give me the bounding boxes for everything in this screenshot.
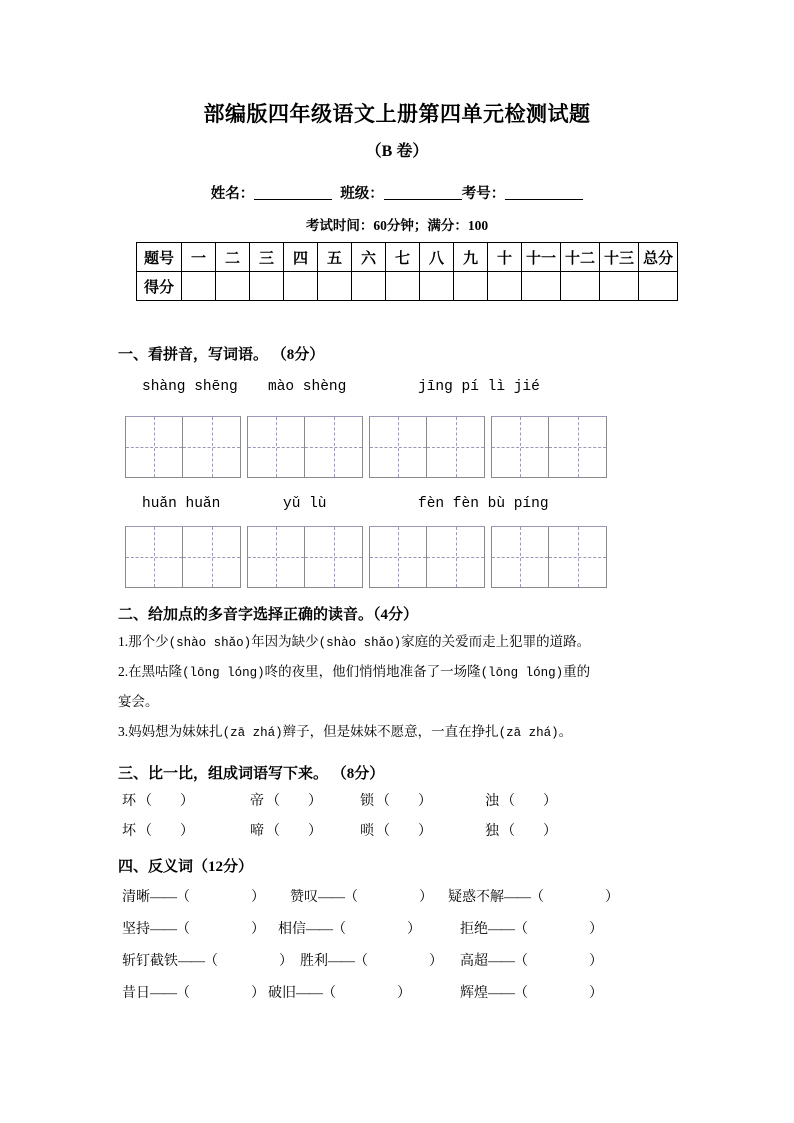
antonym-connector: ——（ [318,890,357,905]
writing-cell[interactable] [183,417,240,477]
antonym-close: ） [429,954,443,969]
compare-item[interactable] [250,790,322,810]
writing-grid-group[interactable] [247,416,363,478]
writing-cell[interactable] [305,417,362,477]
section-2-question-1 [118,632,590,653]
antonym-word: 辉煌 [460,986,488,1001]
score-cell-8[interactable] [420,272,454,301]
antonym-close: ） [397,986,411,1001]
compare-item[interactable] [122,820,194,840]
score-cell-2[interactable] [216,272,250,301]
antonym-item[interactable] [278,918,421,938]
score-col-6: 六 [352,243,386,272]
q2-2-t1: 咚的夜里，他们悄悄地准备了一场隆 [264,664,481,679]
score-cell-1[interactable] [182,272,216,301]
table-row-header [137,243,678,272]
score-cell-7[interactable] [386,272,420,301]
q2-2-cont: 宴会。 [118,694,159,709]
q2-2-t0: 2.在黑咕隆 [118,664,183,679]
antonym-word: 赞叹 [290,890,318,905]
compare-char: 环 [122,794,136,809]
answer-paren[interactable]: （ ） [376,794,432,809]
pinyin-2-1: huǎn huǎn [142,496,221,512]
class-blank[interactable] [384,186,462,200]
antonym-word: 高超 [460,954,488,969]
antonym-close: ） [419,890,433,905]
antonym-item[interactable] [300,950,443,970]
pinyin-1-3: jīng pí lì jié [418,379,540,395]
section-2-heading: 二、给加点的多音字选择正确的读音。（4分） [118,607,419,623]
writing-cell[interactable] [370,417,427,477]
writing-cell[interactable] [492,417,549,477]
section-3-row-1 [0,790,794,814]
score-table-row-label-1: 得分 [137,272,182,301]
pinyin-1-2: mào shèng [268,379,347,395]
antonym-close: ） [589,954,603,969]
writing-cell[interactable] [549,527,606,587]
score-cell-10[interactable] [488,272,522,301]
antonym-word: 清晰 [122,890,150,905]
section-1-pinyin-row-1 [118,379,718,401]
q2-3-t1: 辫子，但是妹妹不愿意，一直在挣扎 [282,724,499,739]
antonym-item[interactable] [290,886,433,906]
score-cell-5[interactable] [318,272,352,301]
antonym-close: ） [605,890,619,905]
q2-1-t0: 1.那个少 [118,634,169,649]
table-row-score [137,272,678,301]
writing-grid-group[interactable] [369,526,485,588]
antonym-item[interactable] [122,982,265,1002]
writing-grid-group[interactable] [491,526,607,588]
writing-cell[interactable] [248,527,305,587]
score-col-3: 三 [250,243,284,272]
score-col-13: 十三 [600,243,639,272]
section-4-row-1 [0,886,794,910]
section-2-question-3 [118,722,572,743]
score-col-7: 七 [386,243,420,272]
score-cell-6[interactable] [352,272,386,301]
score-table [136,242,678,301]
antonym-word: 斩钉截铁 [122,954,178,969]
q2-1-t2: 家庭的关爱而走上犯罪的道路。 [401,634,591,649]
section-3-heading: 三、比一比，组成词语写下来。 （8分） [118,766,385,782]
compare-char: 帝 [250,794,264,809]
writing-cell[interactable] [427,527,484,587]
writing-grid-group[interactable] [125,526,241,588]
section-2-question-2 [118,662,590,683]
q2-3-t0: 3.妈妈想为妹妹扎 [118,724,223,739]
score-col-4: 四 [284,243,318,272]
antonym-connector: ——（ [488,986,527,1001]
pinyin-2-3: fèn fèn bù píng [418,496,549,512]
score-cell-11[interactable] [522,272,561,301]
antonym-word: 疑惑不解 [448,890,504,905]
q2-2-py1[interactable]: (lōng lóng) [480,666,564,680]
compare-item[interactable] [360,820,432,840]
student-id-line [0,182,794,203]
score-cell-total[interactable] [639,272,678,301]
antonym-item[interactable] [122,950,293,970]
writing-cell[interactable] [427,417,484,477]
compare-item[interactable] [122,790,194,810]
section-1-heading: 一、看拼音，写词语。 （8分） [118,347,325,363]
antonym-item[interactable] [268,982,411,1002]
antonym-connector: ——（ [178,954,217,969]
exam-no-label: 考号： [461,186,506,202]
score-col-2: 二 [216,243,250,272]
answer-paren[interactable]: （ ） [138,794,194,809]
antonym-word: 胜利 [300,954,328,969]
score-cell-13[interactable] [600,272,639,301]
page-subtitle: （B 卷） [365,143,429,160]
compare-char: 锁 [360,794,374,809]
answer-paren[interactable]: （ ） [501,824,557,839]
answer-paren[interactable]: （ ） [376,824,432,839]
answer-paren[interactable]: （ ） [266,794,322,809]
q2-2-t2: 重的 [563,664,591,679]
antonym-item[interactable] [122,886,265,906]
antonym-connector: ——（ [504,890,543,905]
q2-2-py0[interactable]: (lōng lóng) [182,666,265,680]
antonym-connector: ——（ [306,922,345,937]
antonym-word: 相信 [278,922,306,937]
compare-item[interactable] [250,820,322,840]
compare-item[interactable] [485,790,557,810]
name-field-group [211,186,333,202]
class-label: 班级： [340,186,384,202]
score-table-row-label-0: 题号 [137,243,182,272]
score-col-12: 十二 [561,243,600,272]
answer-paren[interactable]: （ ） [266,824,322,839]
antonym-word: 破旧 [268,986,296,1001]
score-col-11: 十一 [522,243,561,272]
name-blank[interactable] [254,186,332,200]
antonym-close: ） [589,986,603,1001]
score-col-total: 总分 [639,243,678,272]
antonym-word: 坚持 [122,922,150,937]
antonym-word: 拒绝 [460,922,488,937]
antonym-connector: ——（ [150,986,189,1001]
exam-info: 考试时间：60分钟；满分：100 [305,218,489,233]
q2-1-t1: 年因为缺少 [251,634,319,649]
q2-1-py0[interactable]: (shào shǎo) [168,636,252,650]
name-label: 姓名： [210,186,255,202]
writing-cell[interactable] [305,527,362,587]
writing-cell[interactable] [492,527,549,587]
writing-cell[interactable] [183,527,240,587]
compare-char: 啼 [250,824,264,839]
compare-char: 浊 [485,794,499,809]
score-cell-12[interactable] [561,272,600,301]
writing-cell[interactable] [126,527,183,587]
antonym-close: ） [279,954,293,969]
antonym-word: 昔日 [122,986,150,1001]
section-4-heading: 四、反义词（12分） [118,859,254,875]
writing-grid-group[interactable] [125,416,241,478]
antonym-item[interactable] [460,982,603,1002]
answer-paren[interactable]: （ ） [501,794,557,809]
antonym-connector: ——（ [328,954,367,969]
antonym-connector: ——（ [150,890,189,905]
section-3-row-2 [0,820,794,844]
antonym-item[interactable] [448,886,619,906]
compare-char: 独 [485,824,499,839]
writing-cell[interactable] [549,417,606,477]
antonym-close: ） [407,922,421,937]
exam-no-blank[interactable] [505,186,583,200]
antonym-close: ） [251,922,265,937]
class-field-group [340,186,462,202]
section-4-row-4 [0,982,794,1006]
writing-grid-group[interactable] [369,416,485,478]
score-col-9: 九 [454,243,488,272]
antonym-item[interactable] [460,950,603,970]
q2-1-py1[interactable]: (shào shǎo) [318,636,402,650]
section-1-grid-row-2 [0,526,794,588]
pinyin-1-1: shàng shēng [142,379,238,395]
section-1-pinyin-row-2 [118,496,718,518]
writing-cell[interactable] [248,417,305,477]
writing-cell[interactable] [126,417,183,477]
section-2-question-2-cont [118,692,159,712]
antonym-connector: ——（ [488,922,527,937]
score-col-1: 一 [182,243,216,272]
compare-item[interactable] [485,820,557,840]
section-1-grid-row-1 [0,416,794,478]
compare-item[interactable] [360,790,432,810]
antonym-item[interactable] [122,918,265,938]
score-col-5: 五 [318,243,352,272]
score-cell-3[interactable] [250,272,284,301]
antonym-item[interactable] [460,918,603,938]
antonym-close: ） [589,922,603,937]
antonym-connector: ——（ [488,954,527,969]
exam-no-field-group [462,186,584,202]
section-4-row-3 [0,950,794,974]
section-4-row-2 [0,918,794,942]
pinyin-2-2: yǔ lù [283,496,327,512]
q2-3-py1[interactable]: (zā zhá) [498,726,559,740]
score-cell-9[interactable] [454,272,488,301]
page-title: 部编版四年级语文上册第四单元检测试题 [203,102,591,126]
antonym-close: ） [251,986,265,1001]
score-col-8: 八 [420,243,454,272]
score-cell-4[interactable] [284,272,318,301]
antonym-connector: ——（ [150,922,189,937]
writing-grid-group[interactable] [247,526,363,588]
compare-char: 坏 [122,824,136,839]
writing-cell[interactable] [370,527,427,587]
answer-paren[interactable]: （ ） [138,824,194,839]
compare-char: 唢 [360,824,374,839]
antonym-connector: ——（ [296,986,335,1001]
score-col-10: 十 [488,243,522,272]
antonym-close: ） [251,890,265,905]
writing-grid-group[interactable] [491,416,607,478]
q2-3-t2: 。 [558,724,573,739]
q2-3-py0[interactable]: (zā zhá) [222,726,283,740]
